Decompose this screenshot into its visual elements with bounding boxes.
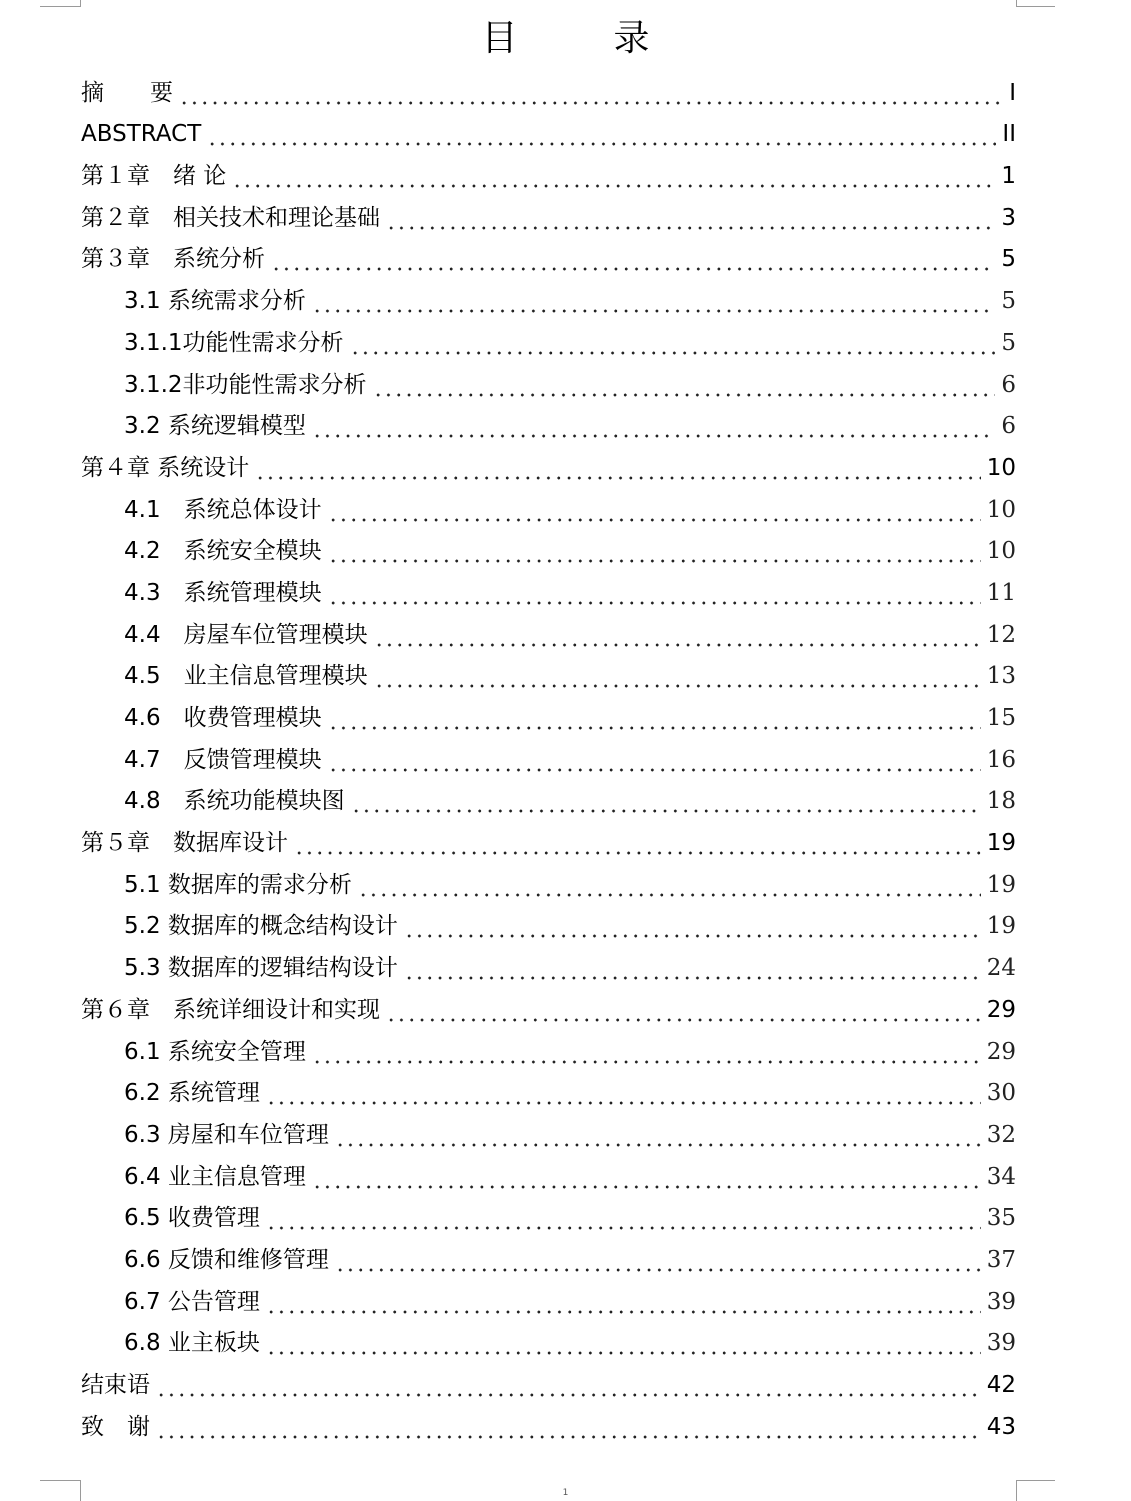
toc-entry-page-number: 5: [1001, 246, 1016, 273]
toc-entry[interactable]: [81, 1281, 1016, 1323]
toc-entry[interactable]: [81, 1239, 1016, 1281]
dot-leader: [328, 578, 981, 608]
toc-entry-page-number: 10: [986, 496, 1016, 523]
toc-entry-page-number: 6: [1001, 371, 1016, 398]
toc-entry[interactable]: [81, 447, 1016, 489]
toc-entry[interactable]: [81, 239, 1016, 281]
toc-entry-label: 4.5 业主信息管理模块: [124, 663, 368, 690]
toc-entry[interactable]: [81, 280, 1016, 322]
toc-entry-page-number: 29: [986, 996, 1016, 1023]
dot-leader: [328, 745, 981, 775]
dot-leader: [358, 870, 981, 900]
toc-entry-page-number: 16: [986, 746, 1016, 773]
toc-entry-page-number: 1: [1001, 163, 1016, 190]
toc-entry[interactable]: [81, 1073, 1016, 1115]
toc-entry-page-number: 3: [1001, 204, 1016, 231]
dot-leader: [294, 828, 981, 858]
toc-entry-label: 4.2 系统安全模块: [124, 538, 322, 565]
dot-leader: [373, 370, 996, 400]
dot-leader: [312, 286, 995, 316]
toc-entry-label: 4.4 房屋车位管理模块: [124, 621, 368, 648]
toc-entry-label: 4.8 系统功能模块图: [124, 788, 345, 815]
toc-entry-label: 6.5 收费管理: [124, 1205, 260, 1232]
toc-entry[interactable]: [81, 781, 1016, 823]
toc-entry[interactable]: [81, 1406, 1016, 1448]
toc-entry[interactable]: [81, 656, 1016, 698]
toc-entry-label: 3.1.2非功能性需求分析: [124, 371, 367, 398]
toc-entry-label: 4.7 反馈管理模块: [124, 746, 322, 773]
toc-entry[interactable]: [81, 989, 1016, 1031]
toc-entry-label: 6.4 业主信息管理: [124, 1163, 306, 1190]
toc-entry[interactable]: [81, 197, 1016, 239]
crop-mark-top-right: [1016, 0, 1055, 7]
table-of-contents: [81, 72, 1016, 1448]
toc-entry-page-number: 5: [1001, 329, 1016, 356]
toc-entry-page-number: 34: [986, 1163, 1016, 1190]
toc-entry-page-number: 13: [986, 663, 1016, 690]
toc-entry[interactable]: [81, 322, 1016, 364]
dot-leader: [179, 78, 1003, 108]
toc-entry-page-number: 19: [986, 913, 1016, 940]
toc-entry-label: 6.1 系统安全管理: [124, 1038, 306, 1065]
toc-title: 目 录: [481, 18, 680, 59]
toc-entry-label: 6.2 系统管理: [124, 1080, 260, 1107]
dot-leader: [312, 1037, 981, 1067]
toc-entry[interactable]: [81, 697, 1016, 739]
dot-leader: [266, 1328, 981, 1358]
toc-entry[interactable]: [81, 1364, 1016, 1406]
dot-leader: [328, 495, 981, 525]
toc-entry[interactable]: [81, 822, 1016, 864]
toc-entry[interactable]: [81, 864, 1016, 906]
toc-entry-label: 5.3 数据库的逻辑结构设计: [124, 955, 398, 982]
dot-leader: [207, 119, 996, 149]
dot-leader: [351, 786, 981, 816]
toc-entry-label: 3.2 系统逻辑模型: [124, 413, 306, 440]
toc-entry[interactable]: [81, 406, 1016, 448]
dot-leader: [156, 1412, 981, 1442]
toc-entry-label: 5.1 数据库的需求分析: [124, 871, 352, 898]
toc-entry-page-number: 10: [986, 538, 1016, 565]
footer-page-number: 1: [562, 1488, 569, 1498]
dot-leader: [266, 1078, 981, 1108]
toc-entry[interactable]: [81, 947, 1016, 989]
dot-leader: [232, 161, 995, 191]
toc-entry-label: 5.2 数据库的概念结构设计: [124, 913, 398, 940]
toc-entry-label: 6.6 反馈和维修管理: [124, 1246, 329, 1273]
dot-leader: [328, 536, 981, 566]
toc-entry-page-number: 43: [986, 1413, 1016, 1440]
toc-entry-label: 第２章 相关技术和理论基础: [81, 204, 380, 231]
toc-entry-label: 第４章 系统设计: [81, 454, 250, 481]
toc-entry[interactable]: [81, 1031, 1016, 1073]
toc-entry-page-number: 12: [986, 621, 1016, 648]
toc-entry[interactable]: [81, 614, 1016, 656]
toc-entry-page-number: 35: [986, 1205, 1016, 1232]
toc-entry[interactable]: [81, 1156, 1016, 1198]
dot-leader: [266, 1203, 981, 1233]
dot-leader: [350, 328, 996, 358]
toc-entry[interactable]: [81, 906, 1016, 948]
toc-entry-label: 4.6 收费管理模块: [124, 705, 322, 731]
toc-entry[interactable]: [81, 364, 1016, 406]
toc-entry-label: 摘 要: [81, 79, 173, 106]
toc-entry-page-number: 11: [986, 579, 1016, 606]
dot-leader: [328, 703, 981, 733]
dot-leader: [404, 953, 981, 983]
toc-entry-label: 6.7 公告管理: [124, 1288, 260, 1315]
toc-entry-label: 第５章 数据库设计: [81, 830, 288, 857]
toc-entry-label: 第６章 系统详细设计和实现: [81, 996, 380, 1023]
dot-leader: [255, 453, 980, 483]
dot-leader: [335, 1245, 981, 1275]
toc-entry-page-number: 32: [986, 1121, 1016, 1148]
dot-leader: [312, 411, 995, 441]
toc-entry[interactable]: [81, 1198, 1016, 1240]
toc-entry-page-number: 18: [986, 788, 1016, 815]
toc-entry-label: 致 谢: [81, 1413, 150, 1440]
dot-leader: [386, 203, 995, 233]
toc-entry-label: 第１章 绪 论: [81, 163, 227, 190]
dot-leader: [271, 244, 995, 274]
toc-entry-page-number: 29: [986, 1038, 1016, 1065]
toc-entry[interactable]: [81, 531, 1016, 573]
toc-entry-label: ABSTRACT: [81, 121, 202, 148]
dot-leader: [335, 1120, 981, 1150]
dot-leader: [156, 1370, 981, 1400]
toc-entry-page-number: 42: [986, 1372, 1016, 1398]
toc-entry-label: 4.3 系统管理模块: [124, 579, 322, 606]
toc-entry-page-number: 37: [986, 1246, 1016, 1273]
dot-leader: [404, 911, 981, 941]
toc-entry[interactable]: [81, 739, 1016, 781]
toc-entry-page-number: 6: [1001, 413, 1016, 440]
dot-leader: [266, 1287, 981, 1317]
toc-entry-page-number: 24: [986, 955, 1016, 982]
dot-leader: [374, 661, 981, 691]
toc-entry-label: 第３章 系统分析: [81, 246, 265, 273]
toc-entry-page-number: 5: [1001, 288, 1016, 315]
toc-entry-page-number: II: [1002, 121, 1016, 148]
toc-entry[interactable]: [81, 489, 1016, 531]
dot-leader: [386, 995, 981, 1025]
toc-entry[interactable]: [81, 155, 1016, 197]
toc-entry[interactable]: [81, 1323, 1016, 1365]
toc-entry-label: 结束语: [81, 1372, 150, 1398]
toc-entry[interactable]: [81, 72, 1016, 114]
toc-entry[interactable]: [81, 114, 1016, 156]
toc-entry-page-number: 10: [986, 454, 1016, 481]
toc-entry-page-number: 19: [986, 871, 1016, 898]
toc-entry-page-number: 19: [986, 830, 1016, 857]
toc-entry-page-number: 30: [986, 1080, 1016, 1107]
toc-entry[interactable]: [81, 572, 1016, 614]
toc-entry-label: 3.1 系统需求分析: [124, 288, 306, 315]
toc-entry-label: 4.1 系统总体设计: [124, 496, 322, 523]
toc-entry-page-number: 39: [986, 1288, 1016, 1315]
dot-leader: [312, 1162, 981, 1192]
toc-entry-page-number: I: [1009, 79, 1016, 106]
dot-leader: [374, 620, 981, 650]
toc-entry-page-number: 15: [986, 705, 1016, 731]
crop-mark-top-left: [40, 0, 81, 7]
toc-entry-label: 6.3 房屋和车位管理: [124, 1121, 329, 1148]
toc-entry-label: 3.1.1功能性需求分析: [124, 329, 344, 356]
toc-entry-label: 6.8 业主板块: [124, 1330, 260, 1357]
toc-entry[interactable]: [81, 1114, 1016, 1156]
toc-entry-page-number: 39: [986, 1330, 1016, 1357]
